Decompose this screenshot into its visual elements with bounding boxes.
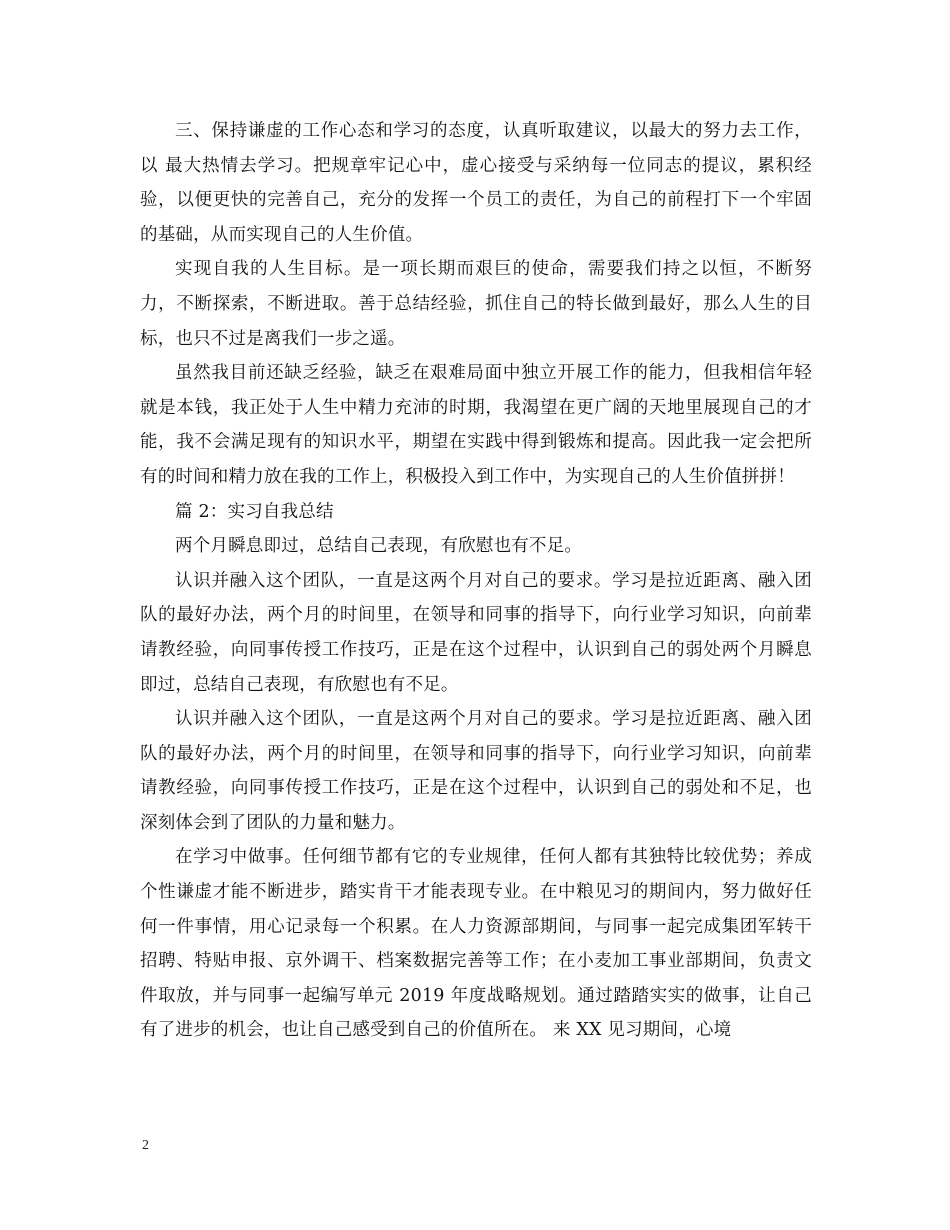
section-heading-internship-summary: 篇 2：实习自我总结 (175, 501, 334, 522)
paragraph-join-team-2: 认识并融入这个团队，一直是这两个月对自己的要求。学习是拉近距离、融入团队的最好办法，两个月的时间里，在领导和同事的指导下，向行业学习知识，向前辈请教经验，向同事传授工作技巧，正是在这个过程中，认识到自己的弱处和不足，也深刻体会到了团队的力量和魅力。 (140, 709, 812, 833)
paragraph-join-team-1: 认识并融入这个团队，一直是这两个月对自己的要求。学习是拉近距离、融入团队的最好办法，两个月的时间里，在领导和同事的指导下，向行业学习知识，向前辈请教经验，向同事传授工作技巧，正是在这个过程中，认识到自己的弱处两个月瞬息即过，总结自己表现，有欣慰也有不足。 (140, 570, 812, 695)
paragraph-life-goal: 实现自我的人生目标。是一项长期而艰巨的使命，需要我们持之以恒，不断努力，不断探索，不断进取。善于总结经验，抓住自己的特长做到最好，那么人生的目标，也只不过是离我们一步之遥。 (140, 259, 812, 349)
paragraph-two-months: 两个月瞬息即过，总结自己表现，有欣慰也有不足。 (175, 536, 583, 557)
page-number: 2 (142, 1138, 149, 1153)
paragraph-lacking-experience: 虽然我目前还缺乏经验，缺乏在艰难局面中独立开展工作的能力，但我相信年轻就是本钱，我正处于人生中精力充沛的时期，我渴望在更广阔的天地里展现自己的才能，我不会满足现有的知识水平，期望在实践中得到锻炼和提高。因此我一定会把所有的时间和精力放在我的工作上，积极投入到工作中，为实现自己的人生价值拼拼！ (140, 363, 812, 487)
paragraph-humble-attitude: 三、保持谦虚的工作心态和学习的态度，认真听取建议，以最大的努力去工作，以 最大热情去学习。把规章牢记心中，虚心接受与采纳每一位同志的提议，累积经验，以便更快的完善自己，充分的发挥一个员工的责任，为自己的前程打下一个牢固的基础，从而实现自己的人生价值。 (140, 121, 812, 245)
paragraph-learn-by-doing: 在学习中做事。任何细节都有它的专业规律，任何人都有其独特比较优势；养成个性谦虚才能不断进步，踏实肯干才能表现专业。在中粮见习的期间内，努力做好任何一件事情，用心记录每一个积累。在人力资源部期间，与同事一起完成集团军转干招聘、特贴申报、京外调干、档案数据完善等工作；在小麦加工事业部期间，负责文件取放，并与同事一起编写单元 2019 年度战略规划。通过踏踏实实的做事，让自己有了进步的机会，也让自己感受到自己的价值所在。 来 XX 见习期间，心境 (140, 847, 812, 1041)
document-body (140, 114, 812, 1048)
